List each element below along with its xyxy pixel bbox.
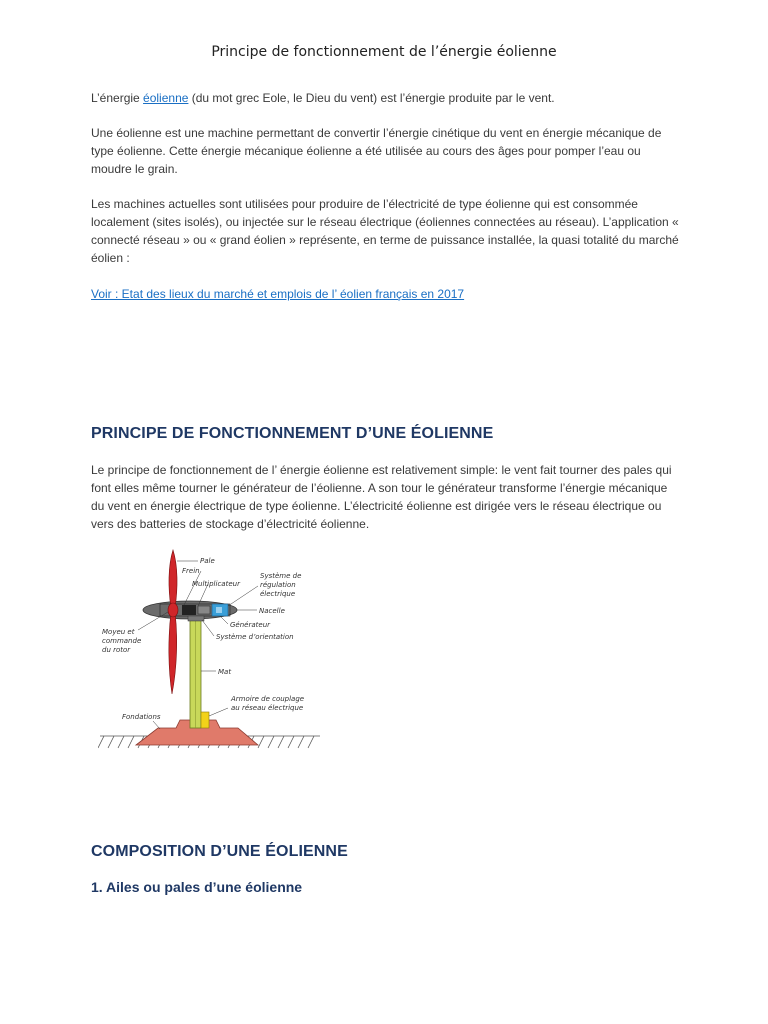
label-armoire-1: Armoire de couplage bbox=[231, 695, 305, 703]
page-title: Principe de fonctionnement de l’énergie éolienne bbox=[211, 44, 557, 60]
label-nacelle: Nacelle bbox=[259, 607, 285, 615]
section-heading-composition: COMPOSITION D’UNE ÉOLIENNE bbox=[91, 843, 348, 860]
eolienne-link[interactable]: éolienne bbox=[143, 91, 189, 105]
intro-paragraph bbox=[91, 89, 681, 107]
definition-paragraph: Une éolienne est une machine permettant de convertir l’énergie cinétique du vent en énergie mécanique de type éolienne. Cette énergie mécanique éolienne a été utilisée au cours des âges pour pomper l’eau ou moudre le grain. bbox=[91, 126, 662, 176]
label-fondations: Fondations bbox=[122, 713, 161, 721]
label-pale: Pale bbox=[200, 557, 215, 565]
wind-turbine-diagram bbox=[98, 548, 348, 758]
market-report-link[interactable]: Voir : Etat des lieux du marché et emplois de l’ éolien français en 2017 bbox=[91, 287, 465, 301]
label-frein: Frein bbox=[182, 567, 200, 575]
section-heading-principle: PRINCIPE DE FONCTIONNEMENT D’UNE ÉOLIENNE bbox=[91, 425, 494, 442]
coupling-cabinet-shape bbox=[201, 712, 209, 728]
label-moyeu-1: Moyeu et bbox=[102, 628, 135, 636]
label-regulation-2: régulation bbox=[260, 581, 296, 589]
label-orientation: Système d’orientation bbox=[216, 633, 294, 641]
label-moyeu-3: du rotor bbox=[102, 646, 131, 654]
label-moyeu-2: commande bbox=[102, 637, 142, 645]
label-multiplicateur: Multiplicateur bbox=[192, 580, 240, 588]
blade-lower-shape bbox=[169, 612, 177, 694]
intro-text-before: L’énergie bbox=[91, 91, 144, 105]
label-generateur: Générateur bbox=[230, 621, 271, 629]
intro-text-after: (du mot grec Eole, le Dieu du vent) est l’énergie produite par le vent. bbox=[188, 91, 555, 105]
market-link-paragraph bbox=[91, 285, 681, 303]
hub-shape bbox=[168, 603, 178, 617]
label-regulation-1: Système de bbox=[260, 572, 302, 580]
label-regulation-3: électrique bbox=[260, 590, 296, 598]
principle-paragraph: Le principe de fonctionnement de l’ énergie éolienne est relativement simple: le vent fait tourner des pales qui font elles même tourner le générateur de l’éolienne. A son tour le générateur transforme l’énergie mécanique du vent en énergie électrique de type éolienne. L’électricité éolienne est dirigée vers le réseau électrique ou vers des batteries de stockage d’électricité éolienne. bbox=[91, 463, 672, 531]
label-mat: Mat bbox=[218, 668, 232, 676]
usage-paragraph: Les machines actuelles sont utilisées pour produire de l’électricité de type éolienne qui est consommée localement (sites isolés), ou injectée sur le réseau électrique (éoliennes connectées au réseau). L’application « connecté réseau » ou « grand éolien » représente, en terme de puissance installée, la quasi totalité du marché éolien : bbox=[91, 197, 679, 265]
blade-upper-shape bbox=[169, 550, 177, 608]
subsection-heading-blades: 1. Ailes ou pales d’une éolienne bbox=[91, 879, 303, 895]
label-armoire-2: au réseau électrique bbox=[231, 704, 304, 712]
